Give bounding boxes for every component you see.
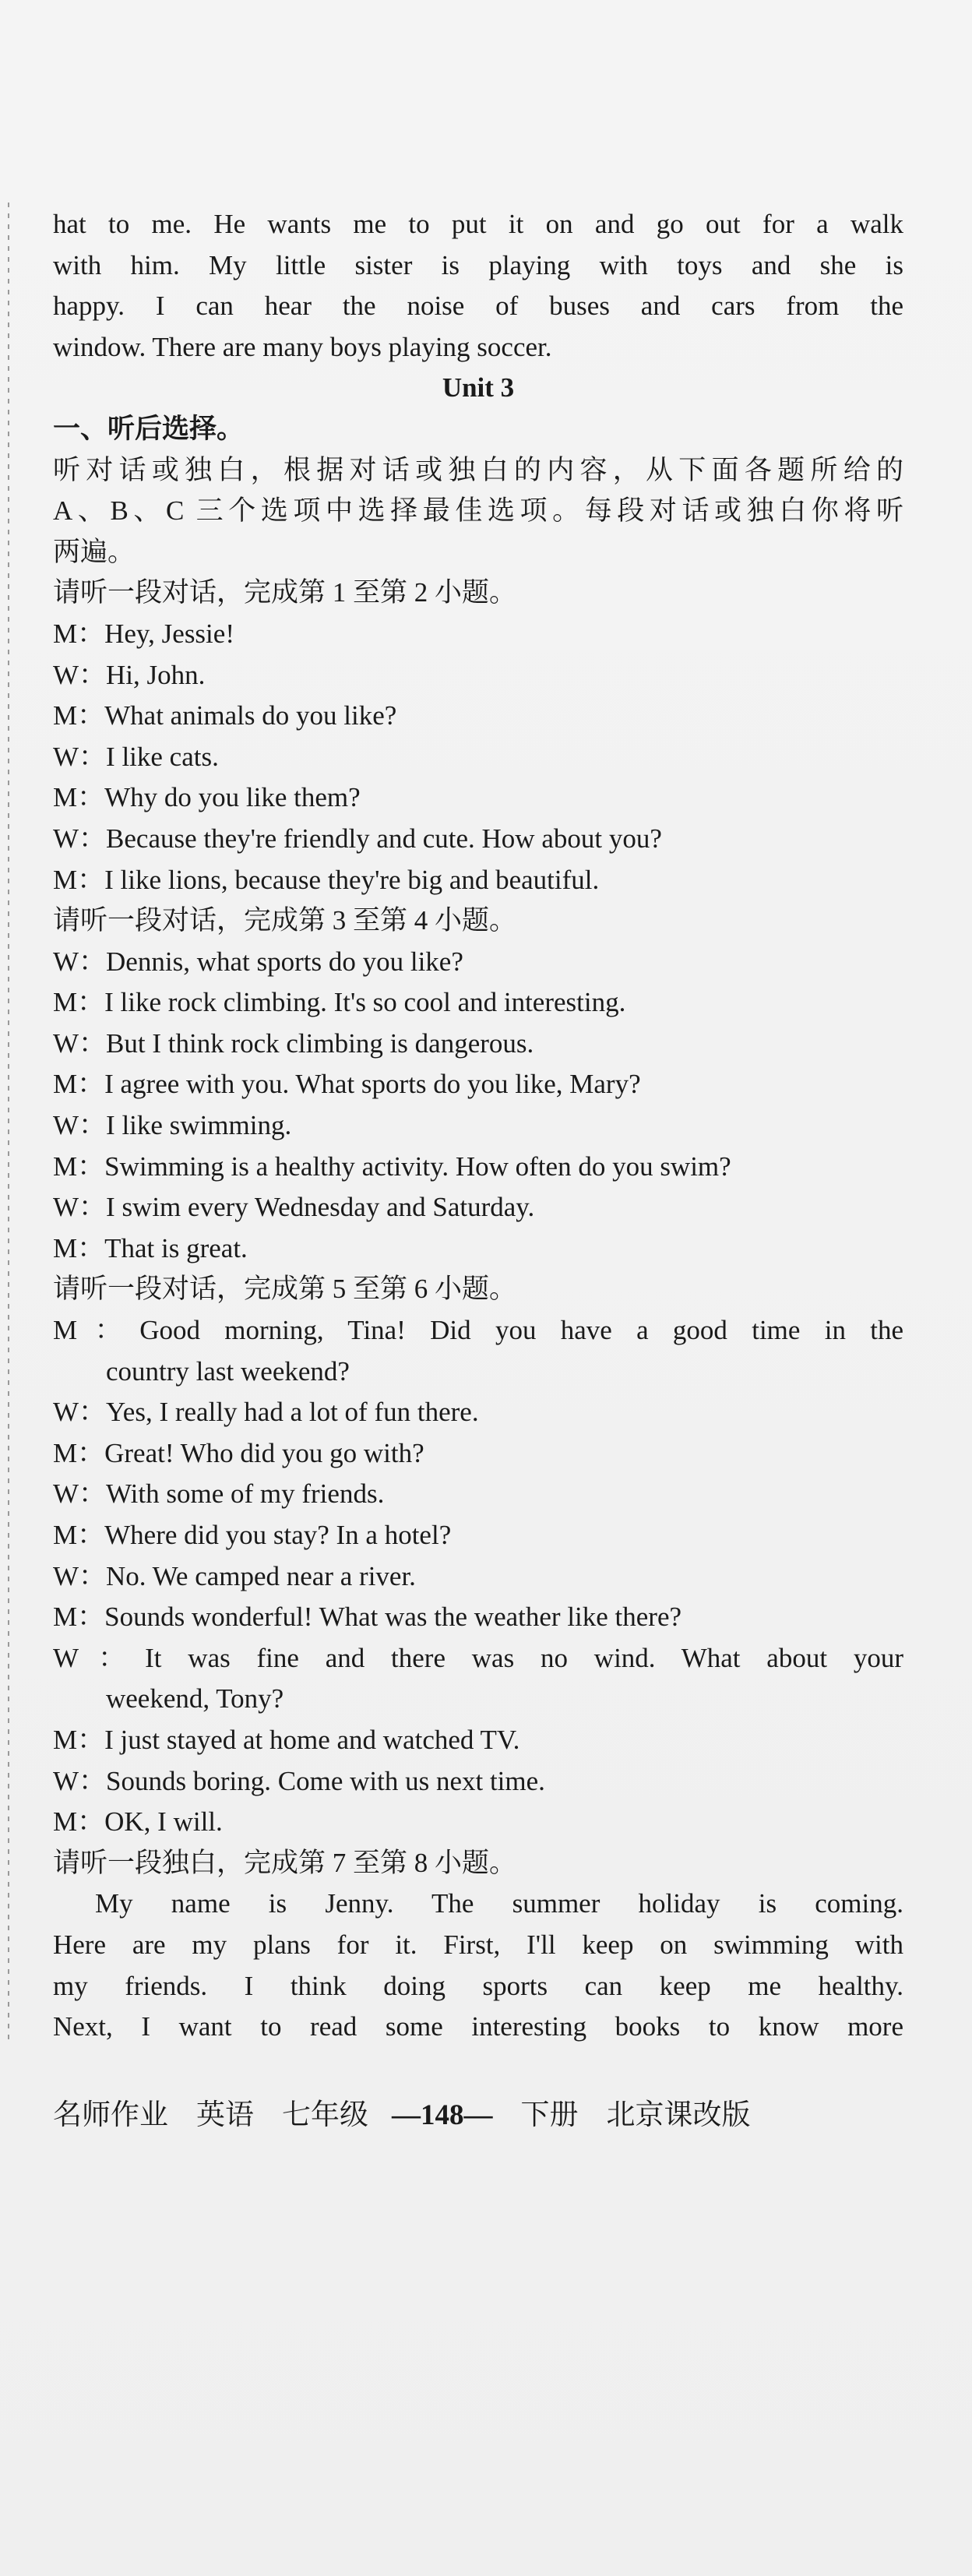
text-line: W：Because they're friendly and cute. How about you? [53, 823, 662, 854]
text-line: W：But I think rock climbing is dangerous. [53, 1027, 534, 1059]
text-line: 请听一段对话，完成第 1 至第 2 小题。 [53, 577, 517, 608]
text-line: my friends. I think doing sports can keep me healthy. [53, 1970, 903, 2001]
text-line: 听对话或独白，根据对话或独白的内容，从下面各题所给的 [53, 454, 903, 485]
text-line: M：Good morning, Tina! Did you have a good time in the [53, 1315, 903, 1346]
text-line: M：Where did you stay? In a hotel? [53, 1520, 452, 1550]
text-line: with him. My little sister is playing with toys and she is [53, 249, 903, 280]
text-line: weekend, Tony? [106, 1683, 284, 1714]
text-line: My name is Jenny. The summer holiday is coming. [95, 1888, 903, 1919]
footer-book-title: 名师作业 [53, 2099, 168, 2131]
text-line: M：I agree with you. What sports do you like, Mary? [53, 1069, 641, 1100]
text-line: M：Sounds wonderful! What was the weather like there? [53, 1602, 682, 1633]
text-line: Here are my plans for it. First, I'll keep on swimming with [53, 1929, 903, 1960]
text-line: W：I swim every Wednesday and Saturday. [53, 1192, 535, 1223]
text-line: W：Sounds boring. Come with us next time. [53, 1765, 545, 1796]
text-line: W：Hi, John. [53, 659, 206, 690]
text-line: 两遍。 [53, 536, 136, 567]
footer-subject: 英语 [196, 2099, 254, 2131]
text-line: M：I like rock climbing. It's so cool and interesting. [53, 987, 626, 1018]
text-line: W：Dennis, what sports do you like? [53, 946, 463, 977]
text-line: M：I like lions, because they're big and beautiful. [53, 864, 600, 895]
text-line: M：Swimming is a healthy activity. How often do you swim? [53, 1151, 731, 1182]
text-line: W：I like swimming. [53, 1110, 292, 1141]
page-footer [53, 2095, 903, 2136]
footer-edition: 北京课改版 [606, 2099, 751, 2131]
text-line: A、B、C 三个选项中选择最佳选项。每段对话或独白你将听 [53, 495, 903, 527]
text-line: happy. I can hear the noise of buses and cars from the [53, 291, 903, 322]
text-line: M：I just stayed at home and watched TV. [53, 1724, 520, 1755]
footer-grade: 七年级 [282, 2099, 368, 2131]
text-line: M：OK, I will. [53, 1806, 223, 1838]
text-line: 请听一段独白，完成第 7 至第 8 小题。 [53, 1847, 517, 1878]
text-line: M：Hey, Jessie! [53, 618, 234, 649]
text-line: W：With some of my friends. [53, 1478, 385, 1510]
footer-volume: 下册 [520, 2099, 579, 2131]
text-line: M：Great! Who did you go with? [53, 1437, 424, 1468]
margin-dashed-rule [8, 203, 9, 2041]
text-line: W：I like cats. [53, 741, 219, 772]
footer-page-number: —148— [392, 2099, 493, 2131]
text-line: Next, I want to read some interesting books to know more [53, 2011, 903, 2042]
text-line: W：Yes, I really had a lot of fun there. [53, 1397, 479, 1428]
text-line: W：It was fine and there was no wind. What about your [53, 1642, 903, 1673]
passage-text [53, 204, 903, 2048]
text-line: hat to me. He wants me to put it on and go out for a walk [53, 209, 903, 239]
text-line: 请听一段对话，完成第 3 至第 4 小题。 [53, 905, 517, 936]
text-line: M：That is great. [53, 1232, 248, 1263]
text-line: M：What animals do you like? [53, 700, 397, 731]
text-line: M：Why do you like them? [53, 782, 361, 813]
unit-heading: Unit 3 [442, 372, 515, 403]
text-line: 请听一段对话，完成第 5 至第 6 小题。 [53, 1274, 517, 1305]
text-line: W：No. We camped near a river. [53, 1560, 416, 1591]
text-line: country last weekend? [106, 1355, 350, 1387]
text-line: 一、听后选择。 [53, 413, 245, 444]
text-line: window. There are many boys playing soccer. [53, 331, 552, 362]
